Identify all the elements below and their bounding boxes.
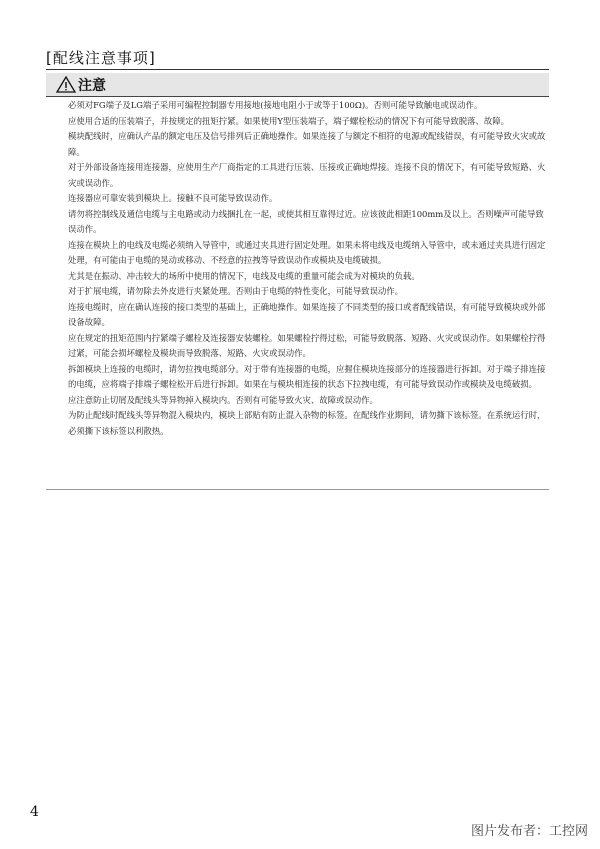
caution-item: 连接在模块上的电线及电缆必须纳入导管中，或通过夹具进行固定处理。如果未将电线及电缆纳入导管中，或未通过夹具进行固定处理，有可能由于电缆的晃动或移动、不经意的拉拽等导致误动作或模块及电缆破损。 [68, 239, 546, 265]
caution-item: 对于扩展电缆，请勿除去外皮进行夹紧处理。否则由于电缆的特性变化，可能导致误动作。 [68, 286, 403, 296]
section-title: [配线注意事项] [46, 49, 156, 67]
caution-list [68, 98, 552, 439]
caution-item: 应在规定的扭矩范围内拧紧端子螺栓及连接器安装螺栓。如果螺栓拧得过松，可能导致脱落、短路、火灾或误动作。如果螺栓拧得过紧，可能会损坏螺栓及模块而导致脱落、短路、火灾或误动作。 [68, 332, 546, 358]
caution-item: 请勿将控制线及通信电缆与主电路或动力线捆扎在一起，或使其相互靠得过近。应该彼此相距100mm及以上。否则噪声可能导致误动作。 [68, 208, 544, 234]
caution-item: 应使用合适的压装端子，并按规定的扭矩拧紧。如果使用Y型压装端子，端子螺栓松动的情况下有可能导致脱落、故障。 [68, 115, 510, 126]
caution-item: 拆卸模块上连接的电缆时，请勿拉拽电缆部分。对于带有连接器的电缆，应握住模块连接部分的连接器进行拆卸。对于端子排连接的电缆，应将端子排端子螺栓松开后进行拆卸。如果在与模块相连接的状态下拉拽电缆，有可能导致误动作或模块及电缆破损。 [68, 363, 546, 389]
caution-label: 注意 [78, 78, 106, 94]
caution-item: 为防止配线时配线头等异物混入模块内，模块上部贴有防止混入杂物的标签。在配线作业期间，请勿撕下该标签。在系统运行时，必须撕下该标签以利散热。 [68, 410, 546, 436]
caution-item: 对于外部设备连接用连接器，应使用生产厂商指定的工具进行压装、压接或正确地焊接。连接不良的情况下，有可能导致短路、火灾或误动作。 [68, 162, 546, 188]
publisher-watermark: 图片发布者：工控网 [470, 824, 588, 839]
title-divider [46, 69, 549, 70]
caution-item: 连接器应可靠安装到模块上。接触不良可能导致误动作。 [68, 193, 278, 203]
warning-triangle-icon [56, 76, 76, 93]
caution-item: 连接电缆时，应在确认连接的接口类型的基础上，正确地操作。如果连接了不同类型的接口或者配线错误，有可能导致模块或外部设备故障。 [68, 301, 546, 327]
bottom-divider [46, 489, 549, 490]
caution-item: 应注意防止切屑及配线头等异物掉入模块内。否则有可能导致火灾、故障或误动作。 [68, 394, 378, 405]
caution-item: 尤其是在振动、冲击较大的场所中使用的情况下，电线及电缆的重量可能会成为对模块的负载。 [68, 270, 420, 281]
caution-header [46, 73, 549, 97]
page-number: 4 [30, 804, 39, 820]
caution-item: 必须对FG端子及LG端子采用可编程控制器专用接地(接地电阻小于或等于100Ω)。否则可能导致触电或误动作。 [68, 100, 483, 110]
caution-item: 模块配线时，应确认产品的额定电压及信号排列后正确地操作。如果连接了与额定不相符的电源或配线错误，有可能导致火灾或故障。 [68, 131, 546, 157]
